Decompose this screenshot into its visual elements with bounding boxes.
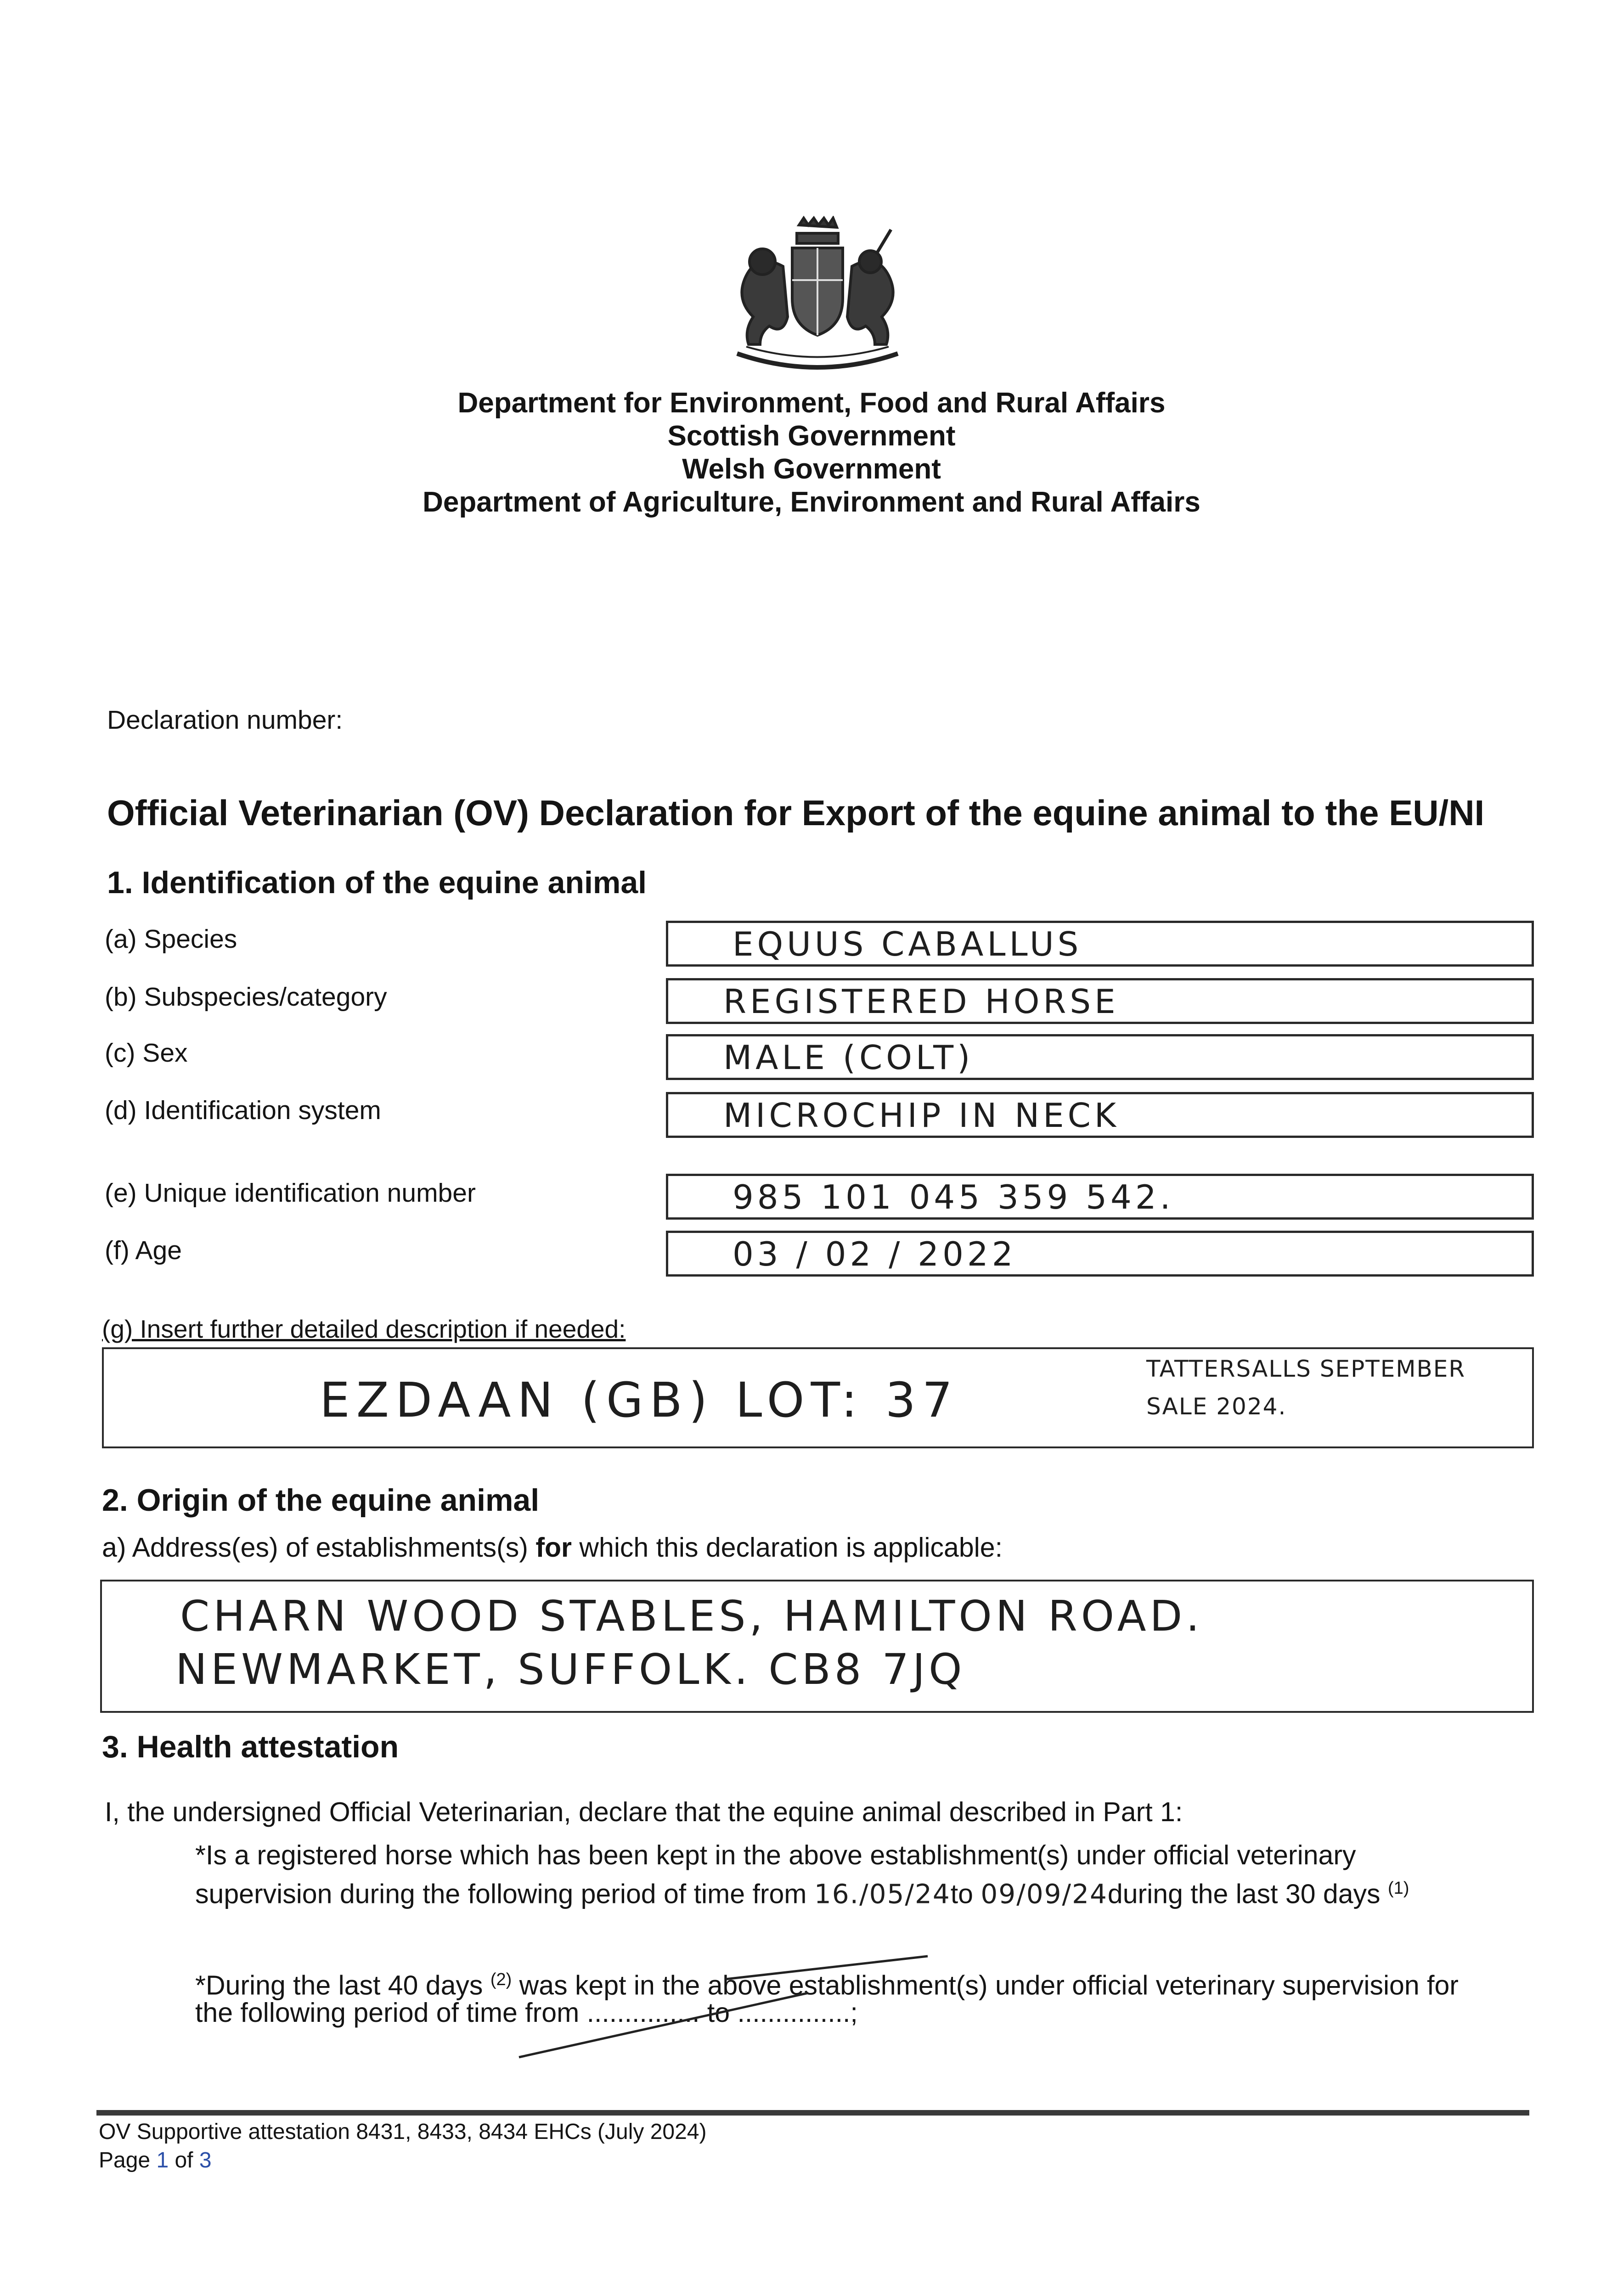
sex-value: MALE (COLT) [723,1038,974,1077]
footer-divider [96,2110,1529,2116]
section-3-heading: 3. Health attestation [102,1729,399,1764]
species-value: EQUUS CABALLUS [733,925,1082,963]
section-1-heading: 1. Identification of the equine animal [107,865,647,900]
age-label: (f) Age [105,1236,182,1265]
department-name: Scottish Government [667,420,956,452]
unique-id-label: (e) Unique identification number [105,1178,476,1208]
footer-attestation-ref: OV Supportive attestation 8431, 8433, 8434 EHCs (July 2024) [99,2120,707,2144]
attestation-p2-line-1: *During the last 40 days $^{(2)}$ was kept in the above establishment(s) under official veterinary supervision for [195,1970,1459,2001]
subspecies-value: REGISTERED HORSE [723,982,1119,1021]
unique-id-value: 985 101 045 359 542. [733,1178,1174,1216]
page-number: Page 1 of 3 [99,2148,212,2172]
identification-system-field[interactable] [666,1092,1534,1138]
subspecies-field[interactable] [666,978,1534,1024]
sex-label: (c) Sex [105,1038,188,1068]
attestation-p1-line-2: supervision during the following period of time from 16./05/24to 09/09/24during the last 30 days $^{(1)}$ [195,1878,1409,1910]
declaration-number-label: Declaration number: [107,705,343,735]
further-description-value: EZDAAN (GB) LOT: 37 [320,1372,959,1428]
department-name: Department for Environment, Food and Rural Affairs [457,387,1166,419]
page-title: Official Veterinarian (OV) Declaration for Export of the equine animal to the EU/NI [107,793,1485,833]
further-note-line-2: SALE 2024. [1146,1393,1287,1420]
kept-to-date: 09/09/24 [981,1878,1108,1910]
department-name: Welsh Government [682,453,941,485]
age-value: 03 / 02 / 2022 [733,1235,1017,1273]
attestation-p1-line-1: *Is a registered horse which has been kept in the above establishment(s) under official veterinary [195,1840,1356,1870]
subspecies-label: (b) Subspecies/category [105,982,387,1012]
age-field[interactable] [666,1231,1534,1277]
attestation-p2-line-2: the following period of time from ............... to ...............; [195,1998,858,2028]
species-label: (a) Species [105,924,237,954]
attestation-intro: I, the undersigned Official Veterinarian, declare that the equine animal described in Part 1: [105,1797,1183,1827]
identification-system-label: (d) Identification system [105,1096,381,1125]
address-line-2: NEWMARKET, SUFFOLK. CB8 7JQ [175,1645,966,1694]
further-note-line-1: TATTERSALLS SEPTEMBER [1146,1356,1466,1382]
royal-coat-of-arms-icon [719,216,912,374]
further-description-field[interactable] [102,1347,1534,1448]
sex-field[interactable] [666,1034,1534,1080]
kept-from-date: 16./05/24 [814,1878,951,1910]
species-field[interactable] [666,921,1534,967]
unique-id-field[interactable] [666,1174,1534,1220]
address-line-1: CHARN WOOD STABLES, HAMILTON ROAD. [180,1592,1203,1641]
strike-through-lines [505,1947,941,2066]
department-name: Department of Agriculture, Environment and Rural Affairs [423,486,1200,518]
address-label: a) Address(es) of establishments(s) for which this declaration is applicable: [102,1532,1003,1563]
address-field[interactable] [100,1580,1534,1713]
further-description-label: (g) Insert further detailed description if needed: [102,1315,626,1343]
identification-system-value: MICROCHIP IN NECK [723,1096,1120,1135]
section-2-heading: 2. Origin of the equine animal [102,1483,540,1518]
